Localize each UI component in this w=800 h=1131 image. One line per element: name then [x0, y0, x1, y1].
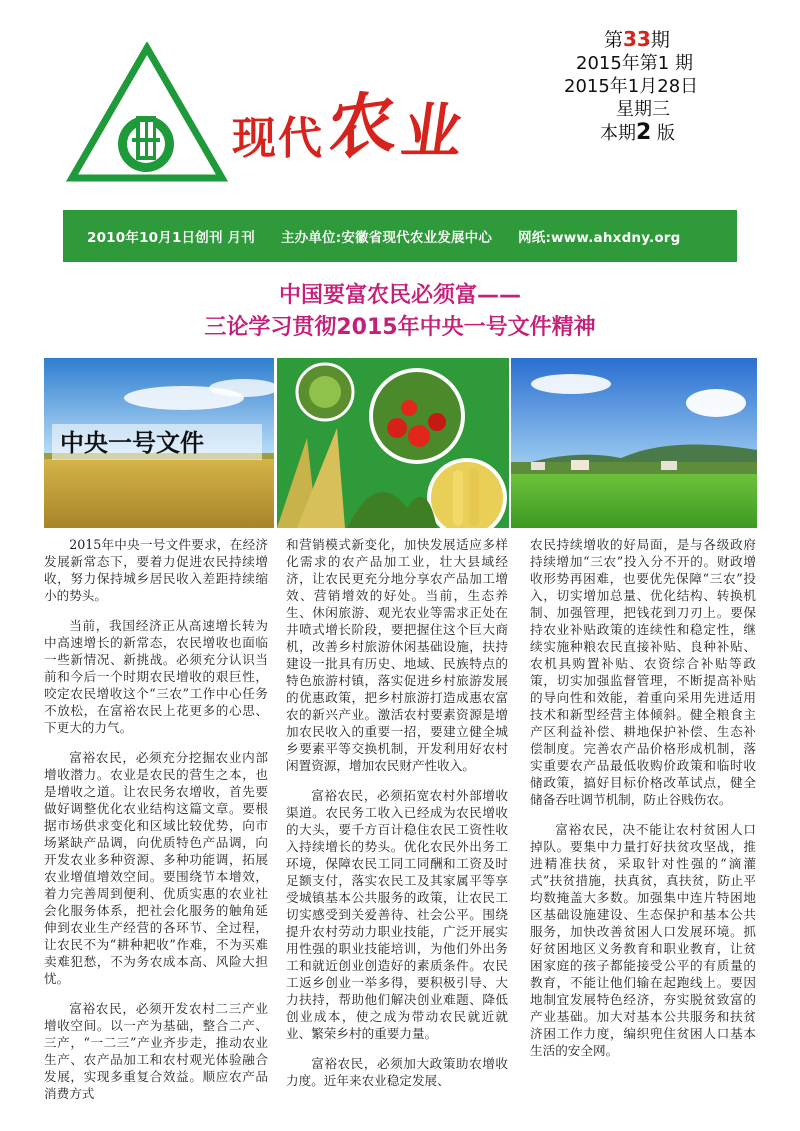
article-paragraph: 2015年中央一号文件要求，在经济发展新常态下，要着力促进农民持续增收，努力保持城乡居民收入差距持续缩小的势头。: [44, 537, 268, 603]
photo1-caption: 中央一号文件: [60, 429, 204, 457]
article-paragraph: 当前，我国经济正从高速增长转为中高速增长的新常态，农民增收也面临一些新情况、新挑战。必须充分认识当前和今后一个时期农民增收的艰巨性，咬定农民增收这个“三农”工作中心任务不放松，在富裕农民上花更多的心思、下更大的力气。: [44, 618, 268, 735]
issue-date: 2015年1月28日: [564, 76, 699, 97]
article-paragraph: 和营销模式新变化，加快发展适应多样化需求的农产品加工业，壮大县域经济，让农民更充分地分享农产品加工增效、营销增效的好处。当前，生态养生、休闲旅游、观光农业等需求正处在井喷式增长阶段，要把握住这个巨大商机，改善乡村旅游休闲基础设施，扶持建设一批具有历史、地域、民族特点的特色旅游村镇，落实促进乡村旅游发展的优惠政策，把乡村旅游打造成惠农富农的新兴产业。激活农村要素资源是增加农民收入的重要一招，要建立健全城乡要素平等交换机制，开发利用好农村闲置资源，增加农民财产性收入。: [286, 537, 508, 773]
article-paragraph: 富裕农民，决不能让农村贫困人口掉队。要集中力量打好扶贫攻坚战，推进精准扶贫，采取针对性强的“滴灌式”扶贫措施，扶真贫，真扶贫，防止平均数掩盖大多数。加强集中连片特困地区基础设施建设、生态保护和基本公共服务，加快改善贫困人口发展环境。抓好贫困地区义务教育和职业教育，让贫困家庭的孩子都能接受公平的有质量的教育，不能让他们输在起跑线上。要因地制宜发展特色经济，夯实脱贫致富的产业基础。加大对基本公共服务和扶贫济困工作力度，编织兜住贫困人口基本生活的安全网。: [530, 822, 756, 1058]
banner-website: 网纸:www.ahxdny.org: [518, 230, 681, 246]
headline: [0, 280, 800, 344]
info-banner: [63, 210, 737, 262]
issue-number: 第33期: [604, 27, 670, 51]
issue-weekday: 星期三: [616, 99, 670, 120]
logo-emblem-icon: [66, 42, 228, 184]
article-paragraph: 富裕农民，必须开发农村二三产业增收空间。以一产为基础，整合二产、三产，“一二三”产业齐步走，推动农业生产、农产品加工和农村观光体验融合发展，实现多重复合效益。顺应农产品消费方式: [44, 1001, 268, 1101]
article-paragraph: 富裕农民，必须充分挖掘农业内部增收潜力。农业是农民的营生之本，也是增收之道。让农民务农增收，首先要做好调整优化农业结构这篇文章。要根据市场供求变化和区域比较优势，向市场紧缺产品调，向优质特色产品调，向开发农业多种资源、多种功能调，拓展农业增值增效空间。要围绕节本增效，着力完善周到便利、优质实惠的农业社会化服务体系，把社会化服务的触角延伸到农业生产经营的各环节、全过程，让农民不为“耕种耙收”作难，不为买难卖难犯愁，不为务农成本高、风险大担忧。: [44, 750, 268, 986]
banner-founded: 2010年10月1日创刊 月刊: [87, 230, 255, 246]
photo-wheat-field: [44, 358, 274, 528]
year-issue: 2015年第1 期: [576, 53, 693, 74]
headline-line-1: 中国要富农民必须富——: [278, 283, 521, 308]
rural-landscape-image-icon: [511, 358, 757, 528]
headline-line-2: 三论学习贯彻2015年中央一号文件精神: [204, 315, 596, 340]
brand-part-2: 农: [328, 80, 396, 172]
brand-part-3: 业: [397, 97, 467, 167]
article-column-1: [44, 536, 268, 1115]
wheat-field-image-icon: [44, 358, 274, 528]
logo: [66, 42, 228, 184]
issue-info: [560, 28, 740, 145]
banner-sponsor: 主办单位:安徽省现代农业发展中心: [280, 230, 493, 246]
crops-collage-image-icon: [277, 358, 509, 528]
article-paragraph: 农民持续增收的好局面，是与各级政府持续增加“三农”投入分不开的。财政增收形势再困难，也要优先保障“三农”投入，切实增加总量、优化结构、转换机制、加强管理，把钱花到刀刃上。要保持农业补贴政策的连续性和稳定性，继续实施种粮农民直接补贴、良种补贴、农机具购置补贴、农资综合补贴等政策，切实加强监督管理，不断提高补贴的导向性和效能，着重向采用先进适用技术和新型经营主体倾斜。健全粮食主产区利益补偿、耕地保护补偿、生态补偿制度。完善农产品价格形成机制，落实重要农产品最低收购价政策和临时收储政策，搞好目标价格改革试点，健全储备吞吐调节机制，防止谷贱伤农。: [530, 537, 756, 807]
photo-rural-landscape: [511, 358, 757, 528]
brand-title: [232, 80, 467, 172]
article-column-2: [286, 536, 508, 1102]
brand-part-1: 现代: [232, 113, 324, 164]
edition-number: 本期2 版: [600, 120, 676, 145]
article-paragraph: 富裕农民，必须拓宽农村外部增收渠道。农民务工收入已经成为农民增收的大头，要千方百计稳住农民工资性收入持续增长的势头。优化农民外出务工环境，保障农民工同工同酬和工资及时足额支付，落实农民工及其家属平等享受城镇基本公共服务的政策，让农民工切实感受到关爱善待、社会公平。围绕提升农村劳动力职业技能，广泛开展实用性强的职业技能培训，为他们外出务工和就近创业创造好的素质条件。农民工返乡创业一举多得，要积极引导、大力扶持，帮助他们解决创业难题、降低创业成本，使之成为带动农民就近就业、繁荣乡村的重要力量。: [286, 788, 508, 1041]
article-column-3: [530, 536, 756, 1072]
article-paragraph: 富裕农民，必须加大政策助农增收力度。近年来农业稳定发展、: [286, 1056, 508, 1088]
photo-crops-collage: [277, 358, 509, 528]
